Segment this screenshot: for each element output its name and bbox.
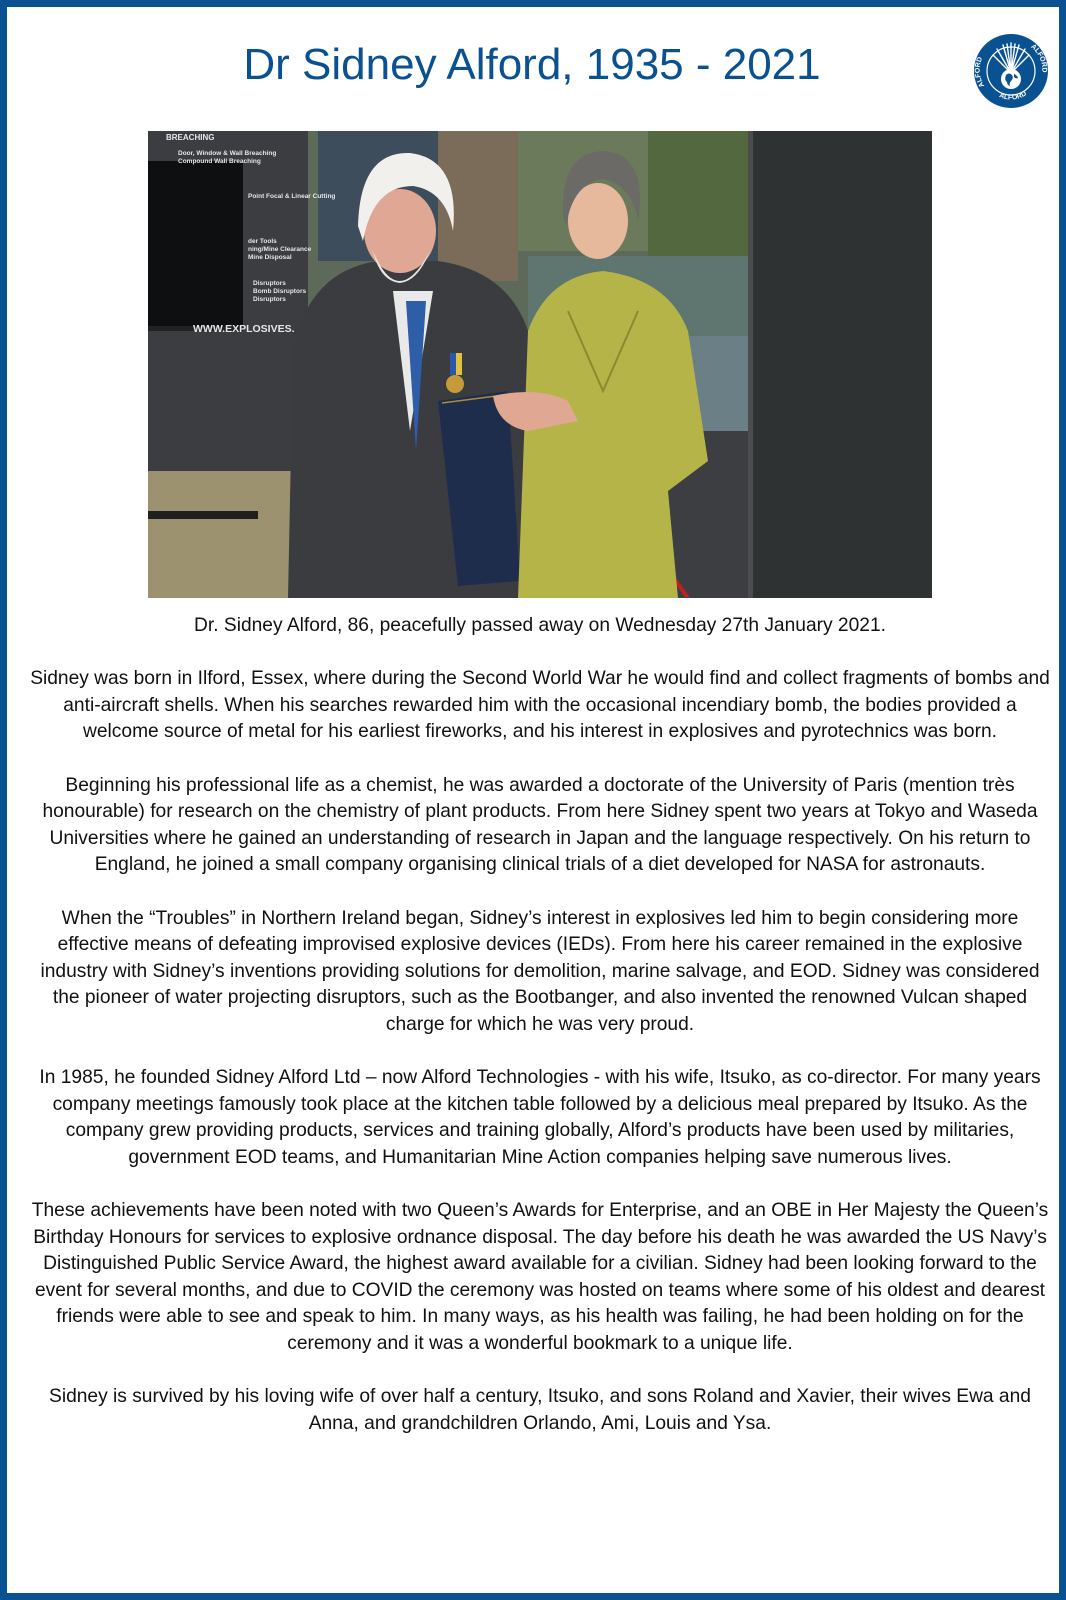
photo-tv-screen [148, 161, 243, 326]
banner-item: Disruptors [253, 280, 286, 287]
photo-dark-wall [753, 131, 932, 598]
obituary-paragraph: In 1985, he founded Sidney Alford Ltd – now Alford Technologies - with his wife, Itsuko, as co-director. For many years company meetings famously took place at the kitchen table followed by a delicious meal prepared by Itsuko. As the company grew providing products, services and training globally, Alford’s products have been used by militaries, government EOD teams, and Humanitarian Mine Action companies helping save numerous lives. [39, 1067, 1041, 1168]
logo-text-right: ALFORD [1029, 43, 1048, 73]
banner-heading: BREACHING [166, 133, 215, 142]
banner-item: Bomb Disruptors [253, 288, 307, 295]
alford-logo-svg [973, 33, 1049, 109]
obituary-text [27, 613, 1053, 1464]
banner-item: der Tools [248, 238, 277, 245]
obituary-paragraph: These achievements have been noted with two Queen’s Awards for Enterprise, and an OBE in Her Majesty the Queen’s Birthday Honours for services to explosive ordnance disposal. The day before his death he was awarded the US Navy’s Distinguished Public Service Award, the highest award available for a civilian. Sidney had been looking forward to the event for several months, and due to COVID the ceremony was hosted on teams where some of his oldest and dearest friends were able to see and speak to him. In many ways, as his health was failing, he had been holding on for the ceremony and it was a wonderful bookmark to a unique life. [31, 1200, 1049, 1355]
banner-url: WWW.EXPLOSIVES. [193, 323, 295, 335]
banner-item: Point Focal & Linear Cutting [248, 193, 336, 200]
obituary-paragraph: Dr. Sidney Alford, 86, peacefully passed away on Wednesday 27th January 2021. [194, 615, 886, 636]
banner-item: Door, Window & Wall Breaching [178, 150, 277, 157]
logo-text-left: ALFORD [974, 56, 987, 89]
memorial-photo [148, 131, 932, 598]
banner-item: Mine Disposal [248, 254, 292, 261]
page-title: Dr Sidney Alford, 1935 - 2021 [243, 40, 821, 89]
banner-item: ning/Mine Clearance [248, 246, 312, 253]
alford-logo-icon [973, 33, 1049, 109]
banner-item: Compound Wall Breaching [178, 158, 261, 165]
banner-item: Disruptors [253, 296, 286, 303]
obituary-paragraph: Beginning his professional life as a chemist, he was awarded a doctorate of the University of Paris (mention très honourable) for research on the chemistry of plant products. From here Sidney spent two years at Tokyo and Waseda Universities where he gained an understanding of research in Japan and the language respectively. On his return to England, he joined a small company organising clinical trials of a diet developed for NASA for astronauts. [42, 774, 1038, 876]
obituary-paragraph: Sidney was born in Ilford, Essex, where during the Second World War he would find and collect fragments of bombs and anti-aircraft shells. When his searches rewarded him with the occasional incendiary bomb, the bodies provided a welcome source of metal for his earliest fireworks, and his interest in explosives and pyrotechnics was born. [30, 668, 1050, 743]
memorial-photo-illustration [148, 131, 932, 598]
obituary-paragraph: When the “Troubles” in Northern Ireland began, Sidney’s interest in explosives led him to begin considering more effective means of defeating improvised explosive devices (IEDs). From here his career remained in the explosive industry with Sidney’s inventions providing solutions for demolition, marine salvage, and EOD. Sidney was considered the pioneer of water projecting disruptors, such as the Bootbanger, and also invented the renowned Vulcan shaped charge for which he was very proud. [40, 907, 1040, 1035]
logo-text-bottom: ALFORD [998, 90, 1028, 102]
obituary-paragraph: Sidney is survived by his loving wife of over half a century, Itsuko, and sons Roland and Xavier, their wives Ewa and Anna, and grandchildren Orlando, Ami, Louis and Ysa. [49, 1386, 1031, 1434]
